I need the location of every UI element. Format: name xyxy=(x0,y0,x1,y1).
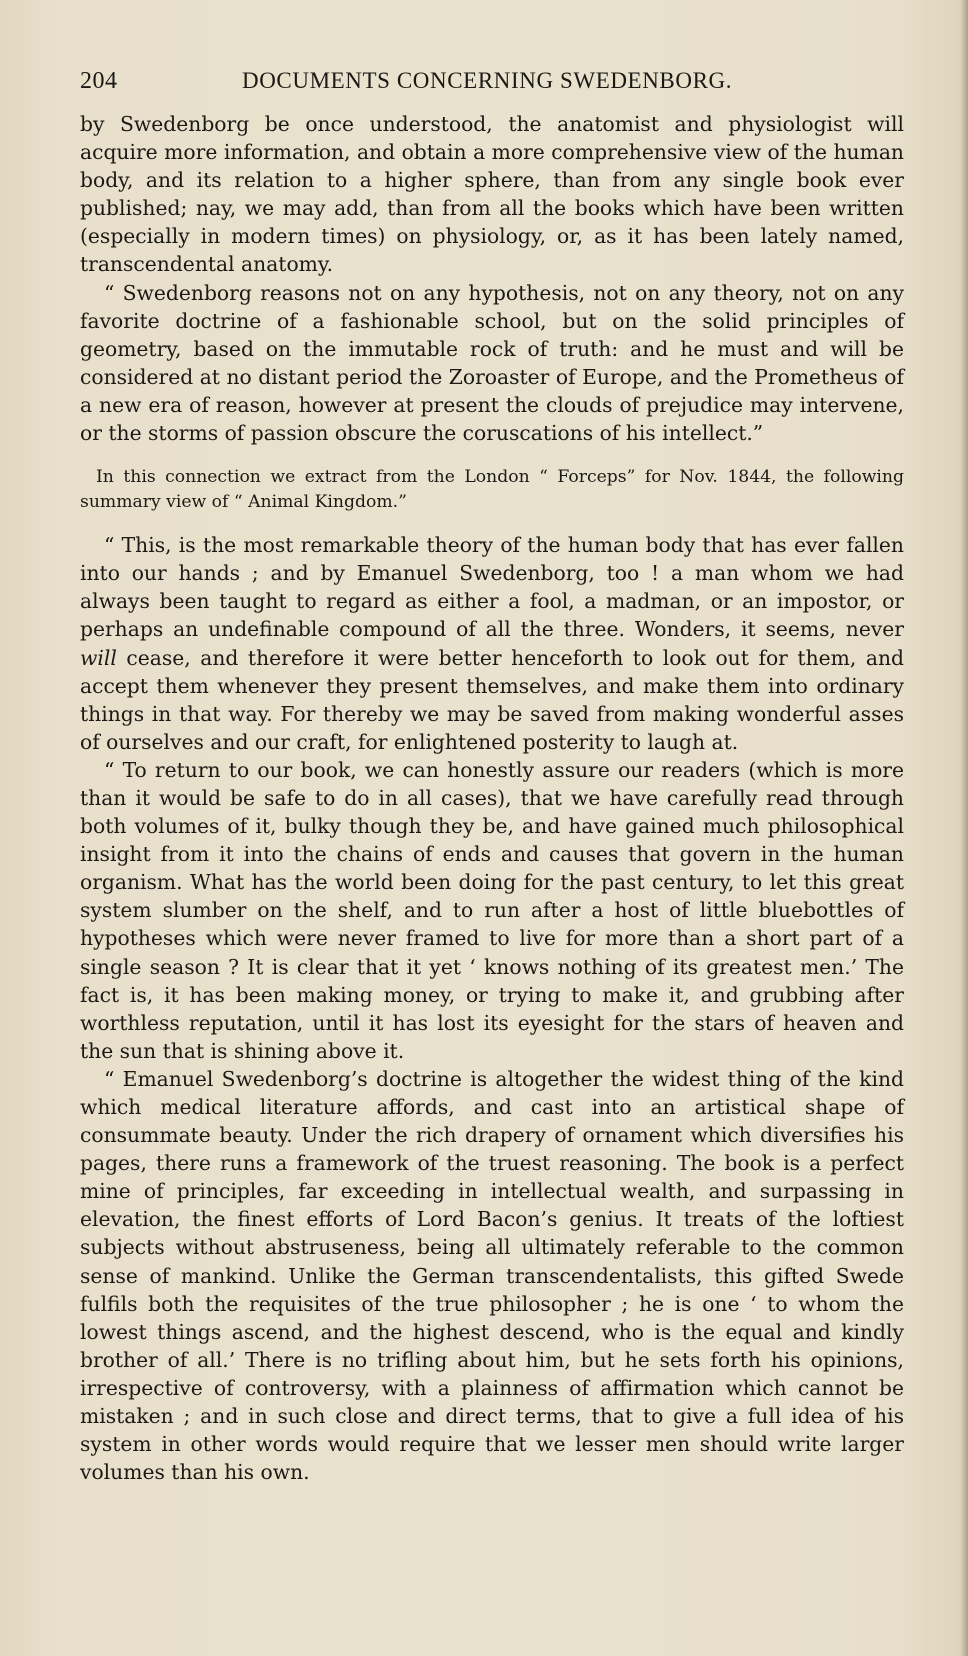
page-body xyxy=(80,110,904,1486)
page-header xyxy=(80,68,740,100)
paragraph-swedenborg-reasons: “ Swedenborg reasons not on any hypothesis, not on any theory, not on any favorite doctrine of a fashionable school, but on the solid principles of geometry, based on the immutable rock of truth: and he must and will be considered at no distant period the Zoroaster of Europe, and the Prometheus of a new era of reason, however at present the clouds of prejudice may intervene, or the storms of passion obscure the coruscations of his intellect.” xyxy=(80,280,904,446)
paragraph-continuation: by Swedenborg be once understood, the anatomist and physiologist will acquire more information, and obtain a more comprehensive view of the human body, and its relation to a higher sphere, than from any single book ever published; nay, we may add, than from all the books which have been written (especially in modern times) on physiology, or, as it has been lately named, transcendental anatomy. xyxy=(80,112,904,277)
page-edge-shadow xyxy=(960,0,968,1656)
running-title: DOCUMENTS CONCERNING SWEDENBORG. xyxy=(242,68,733,93)
paragraph-return-to-book: “ To return to our book, we can honestly assure our readers (which is more than it would be safe to do in all cases), that we have carefully read through both volumes of it, bulky though they be, and have gained much philosophical insight from it into the chains of ends and causes that govern in the human organism. What has the world been doing for the past century, to let this great system slumber on the shelf, and to run after a host of little bluebottles of hypotheses which were never framed to live for more than a short part of a single season ? It is clear that it yet ‘ knows nothing of its greatest men.’ The fact is, it has been making money, or trying to make it, and grubbing after worthless reputation, until it has lost its eyesight for the stars of heaven and the sun that is shining above it. xyxy=(80,757,904,1063)
text-span: “ This, is the most remarkable theory of the human body that has ever fallen into our hands ; and by Emanuel Swedenborg, too ! a man whom we had always been taught to regard as either a fool, a madman, or an impostor, or perhaps an undefinable compound of all the three. Wonders, it seems, never xyxy=(80,533,904,642)
text-span: cease, and therefore it were better henceforth to look out for them, and accept them whenever they present themselves, and make them into ordinary things in that way. For thereby we may be saved from making wonderful asses of ourselves and our craft, for enlightened posterity to laugh at. xyxy=(80,645,904,754)
paragraph-remarkable-theory xyxy=(80,531,904,756)
page-number: 204 xyxy=(80,68,118,94)
emphasis-will: will xyxy=(80,645,117,670)
editorial-note: In this connection we extract from the London “ Forceps” for Nov. 1844, the following summary view of “ Animal Kingdom.” xyxy=(80,467,904,513)
paragraph-swedenborg-doctrine: “ Emanuel Swedenborg’s doctrine is altogether the widest thing of the kind which medical literature affords, and cast into an artistical shape of consummate beauty. Under the rich drapery of ornament which diversifies his pages, there runs a framework of the truest reasoning. The book is a perfect mine of principles, far exceeding in intellectual wealth, and surpassing in elevation, the finest efforts of Lord Bacon’s genius. It treats of the loftiest subjects without abstruseness, being all ultimately referable to the common sense of mankind. Unlike the German transcendentalists, this gifted Swede fulfils both the requisites of the true philosopher ; he is one ‘ to whom the lowest things ascend, and the highest descend, who is the equal and kindly brother of all.’ There is no trifling about him, but he sets forth his opinions, irrespective of controversy, with a plainness of affirmation which cannot be mistaken ; and in such close and direct terms, that to give a full idea of his system in other words would require that we lesser men should write larger volumes than his own. xyxy=(80,1066,904,1485)
